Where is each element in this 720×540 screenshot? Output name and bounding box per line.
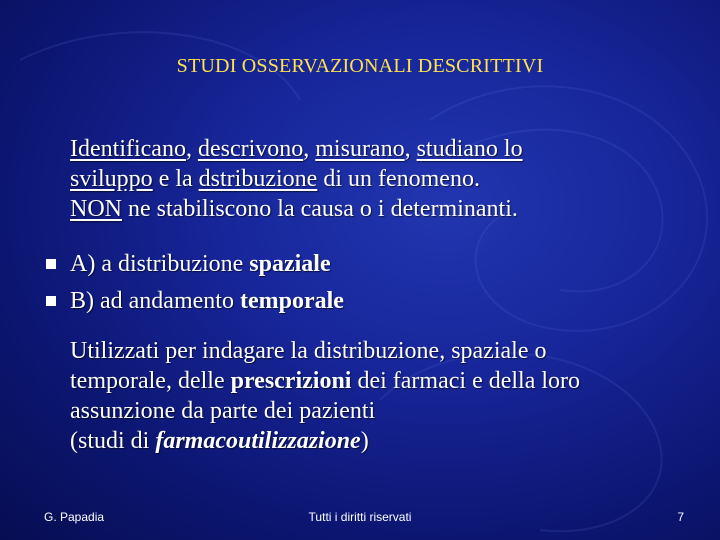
usage-line-2-c: dei farmaci e della loro — [351, 368, 581, 394]
intro-line-3 — [70, 194, 700, 224]
usage-line-3: assunzione da parte dei pazienti — [70, 398, 376, 424]
usage-line-2 — [70, 366, 700, 396]
bullet-a-prefix: A) a distribuzione — [70, 251, 250, 277]
footer-page-number: 7 — [677, 510, 684, 524]
footer-rights: Tutti i diritti riservati — [308, 510, 412, 524]
bullet-b-prefix: B) ad andamento — [70, 288, 240, 314]
word-non: NON — [70, 196, 122, 222]
text-ne-stabiliscono: ne stabiliscono la causa o i determinanti. — [122, 196, 518, 222]
text-e-la: e la — [152, 166, 199, 192]
comma: , — [404, 136, 417, 162]
comma: , — [185, 136, 198, 162]
usage-line-2-a: temporale, delle — [70, 368, 231, 394]
bullet-b-emphasis: temporale — [239, 288, 344, 314]
word-prescrizioni: prescrizioni — [230, 368, 352, 394]
usage-paragraph — [70, 336, 700, 456]
word-misurano: misurano — [315, 136, 405, 162]
usage-line-4 — [70, 426, 700, 456]
usage-line-4-c: ) — [360, 428, 369, 454]
slide-title: STUDI OSSERVAZIONALI DESCRITTIVI — [176, 55, 544, 77]
word-dstribuzione: dstribuzione — [198, 166, 318, 192]
intro-line-2 — [70, 164, 700, 194]
word-descrivono: descrivono — [197, 136, 304, 162]
word-studiano-lo: studiano lo — [416, 136, 523, 162]
word-identificano: Identificano — [70, 136, 186, 162]
word-sviluppo: sviluppo — [70, 166, 153, 192]
bullet-square-icon — [46, 259, 56, 269]
footer-author: G. Papadia — [44, 510, 105, 524]
word-farmacoutilizzazione: farmacoutilizzazione — [155, 428, 361, 454]
bullet-square-icon — [46, 296, 56, 306]
bullet-item-b — [70, 286, 700, 316]
intro-paragraph — [70, 134, 700, 224]
text-di-un-fenomeno: di un fenomeno. — [317, 166, 480, 192]
bullet-item-a — [70, 249, 700, 279]
intro-line-1 — [70, 134, 700, 164]
usage-line-4-a: (studi di — [70, 428, 156, 454]
bullet-a-emphasis: spaziale — [249, 251, 331, 277]
comma: , — [303, 136, 316, 162]
usage-line-1: Utilizzati per indagare la distribuzione, spaziale o — [70, 338, 547, 364]
